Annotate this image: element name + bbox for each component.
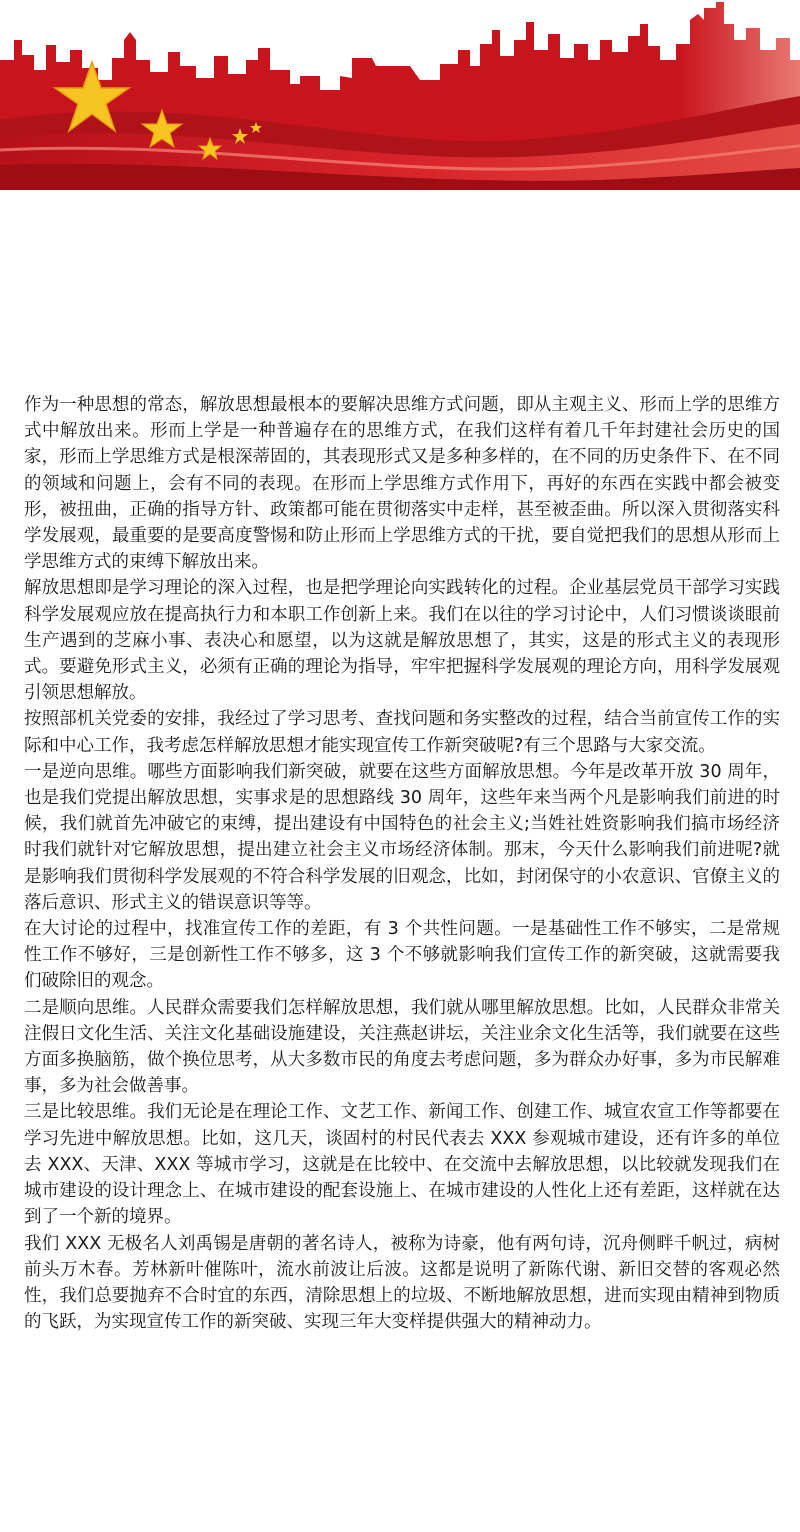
- article-paragraph: 一是逆向思维。哪些方面影响我们新突破，就要在这些方面解放思想。今年是改革开放 30 周年，也是我们党提出解放思想，实事求是的思想路线 30 周年，这些年来当两个凡是影响我们前进的时候，我们就首先冲破它的束缚，提出建设有中国特色的社会主义;当姓社姓资影响我们搞市场经济时我们就针对它解放思想，提出建立社会主义市场经济体制。那末，今天什么影响我们前进呢?就是影响我们贯彻科学发展观的不符合科学发展的旧观念，比如，封闭保守的小农意识、官僚主义的落后意识、形式主义的错误意识等等。: [24, 761, 780, 913]
- article-paragraph: 三是比较思维。我们无论是在理论工作、文艺工作、新闻工作、创建工作、城宣农宣工作等都要在学习先进中解放思想。比如，这几天，谈固村的村民代表去 XXX 参观城市建设，还有许多的单位去 XXX、天津、XXX 等城市学习，这就是在比较中、在交流中去解放思想，以比较就发现我们在城市建设的设计理念上、在城市建设的配套设施上、在城市建设的人性化上还有差距，这样就在达到了一个新的境界。: [24, 1102, 780, 1228]
- article-paragraph: 作为一种思想的常态，解放思想最根本的要解决思维方式问题，即从主观主义、形而上学的思维方式中解放出来。形而上学是一种普遍存在的思维方式，在我们这样有着几千年封建社会历史的国家，形而上学思维方式是根深蒂固的，其表现形式又是多种多样的，在不同的历史条件下、在不同的领域和问题上，会有不同的表现。在形而上学思维方式作用下，再好的东西在实践中都会被变形，被扭曲，正确的指导方针、政策都可能在贯彻落实中走样，甚至被歪曲。所以深入贯彻落实科学发展观，最重要的是要高度警惕和防止形而上学思维方式的干扰，要自觉把我们的思想从形而上学思维方式的束缚下解放出来。: [24, 395, 780, 573]
- header-banner: [0, 0, 800, 190]
- article-paragraph: 按照部机关党委的安排，我经过了学习思考、查找问题和务实整改的过程，结合当前宣传工作的实际和中心工作，我考虑怎样解放思想才能实现宣传工作新突破呢?有三个思路与大家交流。: [24, 709, 780, 756]
- article-paragraph: 在大讨论的过程中，找准宣传工作的差距，有 3 个共性问题。一是基础性工作不够实，二是常规性工作不够好，三是创新性工作不够多，这 3 个不够就影响我们宣传工作的新突破，这就需要我们破除旧的观念。: [24, 919, 780, 992]
- banner-graphic: [0, 0, 800, 190]
- article-paragraph: 二是顺向思维。人民群众需要我们怎样解放思想，我们就从哪里解放思想。比如，人民群众非常关注假日文化生活、关注文化基础设施建设，关注燕赵讲坛，关注业余文化生活等，我们就要在这些方面多换脑筋，做个换位思考，从大多数市民的角度去考虑问题，多为群众办好事，多为市民解难事，多为社会做善事。: [24, 997, 780, 1097]
- article-paragraph: 我们 XXX 无极名人刘禹锡是唐朝的著名诗人，被称为诗豪，他有两句诗，沉舟侧畔千帆过，病树前头万木春。芳林新叶催陈叶，流水前波让后波。这都是说明了新陈代谢、新旧交替的客观必然性，我们总要抛弃不合时宜的东西，清除思想上的垃圾、不断地解放思想，进而实现由精神到物质的飞跃，为实现宣传工作的新突破、实现三年大变样提供强大的精神动力。: [24, 1233, 780, 1333]
- article-paragraph: 解放思想即是学习理论的深入过程，也是把学理论向实践转化的过程。企业基层党员干部学习实践科学发展观应放在提高执行力和本职工作创新上来。我们在以往的学习讨论中，人们习惯谈谈眼前生产遇到的芝麻小事、表决心和愿望，以为这就是解放思想了，其实，这是的形式主义的表现形式。要避免形式主义，必须有正确的理论为指导，牢牢把握科学发展观的理论方向，用科学发展观引领思想解放。: [24, 578, 780, 704]
- article-body: [24, 392, 780, 1335]
